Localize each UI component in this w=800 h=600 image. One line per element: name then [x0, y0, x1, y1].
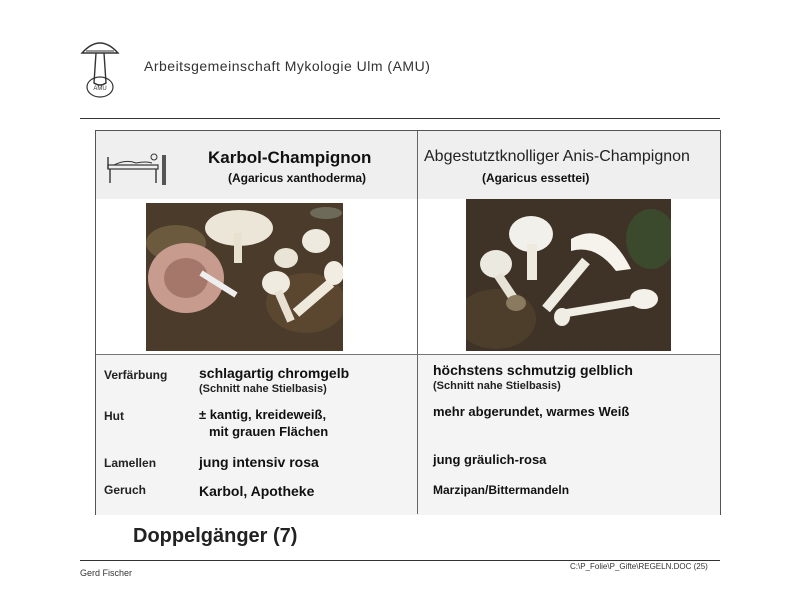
right-latin-name: (Agaricus essettei) [482, 171, 590, 185]
footer-author: Gerd Fischer [80, 568, 133, 578]
left-lamellen: jung intensiv rosa [199, 454, 319, 470]
anis-champignon-photo [466, 199, 671, 351]
traits-row [96, 354, 720, 515]
footer-rule [80, 560, 720, 561]
label-geruch: Geruch [104, 483, 147, 497]
left-geruch: Karbol, Apotheke [199, 483, 315, 499]
left-hut-detail: mit grauen Flächen [209, 424, 329, 439]
comparison-table [95, 130, 721, 515]
right-hut: mehr abgerundet, warmes Weiß [433, 404, 630, 419]
left-verfaerbung-note: (Schnitt nahe Stielbasis) [199, 383, 327, 395]
right-lamellen: jung gräulich-rosa [433, 452, 547, 467]
left-hut: ± kantig, kreideweiß, [199, 407, 327, 422]
right-species-name: Abgestutztknolliger Anis-Champignon [424, 148, 690, 165]
header-rule [80, 118, 720, 119]
hospital-bed-icon [106, 149, 168, 189]
karbol-champignon-photo [146, 203, 343, 351]
right-verfaerbung: höchstens schmutzig gelblich [433, 362, 633, 378]
footer-path: C:\P_Folie\P_Gifte\REGELN.DOC (25) [570, 562, 708, 571]
column-divider [417, 131, 418, 514]
organization-name: Arbeitsgemeinschaft Mykologie Ulm (AMU) [144, 58, 431, 74]
page-title: Doppelgänger (7) [133, 525, 298, 547]
left-species-name: Karbol-Champignon [208, 148, 372, 167]
right-verfaerbung-note: (Schnitt nahe Stielbasis) [433, 380, 561, 392]
label-hut: Hut [104, 409, 124, 423]
label-lamellen: Lamellen [104, 456, 157, 470]
right-geruch: Marzipan/Bittermandeln [433, 483, 570, 497]
amu-mushroom-logo [78, 35, 122, 101]
left-verfaerbung: schlagartig chromgelb [199, 365, 350, 381]
logo-text: AMU [93, 86, 107, 92]
label-verfaerbung: Verfärbung [104, 368, 168, 382]
left-latin-name: (Agaricus xanthoderma) [228, 171, 367, 185]
